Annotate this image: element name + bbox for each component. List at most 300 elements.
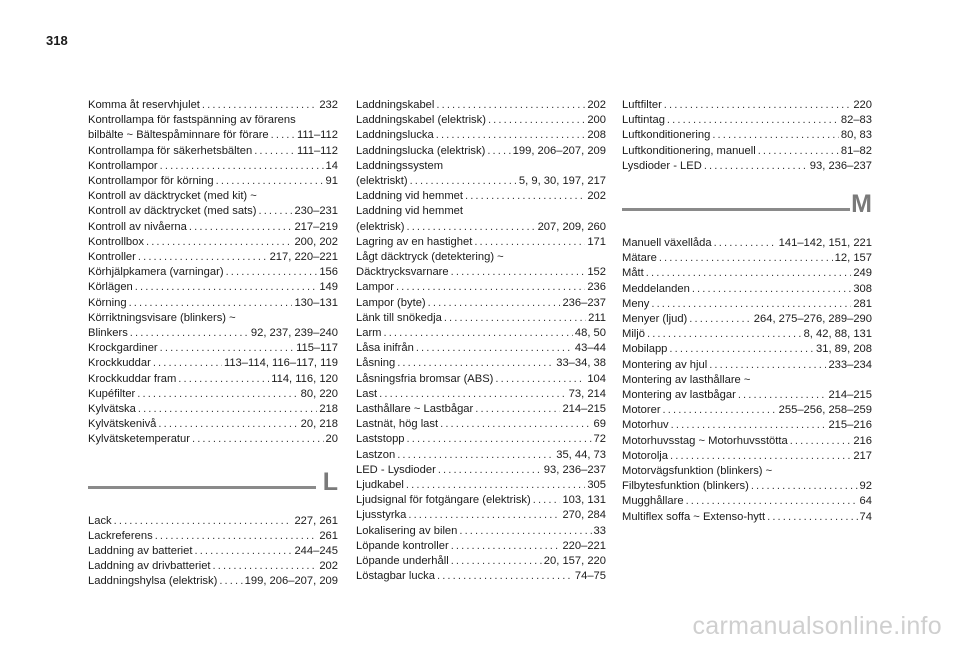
entry-term: Lysdioder - LED (622, 159, 702, 172)
entry-pages: 227, 261 (294, 514, 338, 527)
entry-pages: 64 (859, 495, 872, 508)
dot-leader (384, 326, 573, 341)
dot-leader (488, 113, 585, 128)
index-entry (356, 296, 606, 311)
index-entry (88, 144, 338, 159)
entry-term: Mobilapp (622, 343, 668, 356)
dot-leader (216, 174, 324, 189)
entry-term: Körriktningsvisare (blinkers) ~ (88, 311, 236, 324)
dot-leader (138, 250, 268, 265)
entry-pages: 270, 284 (562, 509, 606, 522)
dot-leader (646, 266, 852, 281)
entry-term: Körhjälpkamera (varningar) (88, 266, 224, 279)
index-entry (622, 373, 872, 388)
index-entry (356, 189, 606, 204)
dot-leader (219, 574, 242, 589)
index-entry (356, 387, 606, 402)
dot-leader (406, 478, 585, 493)
entry-term: Laddningskabel (elektrisk) (356, 114, 486, 127)
index-entry (622, 494, 872, 509)
index-entry (356, 478, 606, 493)
entry-term: Lagring av en hastighet (356, 235, 473, 248)
section-divider (622, 208, 850, 211)
index-entry (88, 402, 338, 417)
index-entry (88, 417, 338, 432)
dot-leader (129, 296, 293, 311)
section-divider (88, 486, 316, 489)
index-entry (356, 402, 606, 417)
entry-pages: 202 (587, 190, 606, 203)
index-entry (622, 327, 872, 342)
dot-leader (271, 128, 295, 143)
index-entry (88, 341, 338, 356)
index-entry (356, 98, 606, 113)
entry-term: Mugghållare (622, 495, 684, 508)
entry-term: Lampor (byte) (356, 296, 426, 309)
entry-pages: 200 (587, 114, 606, 127)
entry-term: Luftintag (622, 114, 665, 127)
index-entry (356, 554, 606, 569)
entry-pages: 20, 218 (300, 418, 338, 431)
entry-pages: 149 (319, 281, 338, 294)
dot-leader (686, 494, 858, 509)
index-entry (88, 235, 338, 250)
entry-pages: 115–117 (296, 342, 338, 355)
entry-term: Meny (622, 297, 650, 310)
index-entry (356, 326, 606, 341)
dot-leader (135, 280, 318, 295)
entry-term: Kontrollbox (88, 235, 144, 248)
entry-term: Laddning av drivbatteriet (88, 560, 211, 573)
entry-term: Ljudkabel (356, 479, 404, 492)
dot-leader (259, 204, 293, 219)
entry-pages: 5, 9, 30, 197, 217 (518, 175, 606, 188)
dot-leader (138, 402, 317, 417)
index-entry (356, 250, 606, 265)
entry-pages: 236 (587, 281, 606, 294)
page-number: 318 (46, 33, 68, 48)
entry-term: Montering av hjul (622, 358, 708, 371)
entry-term: Kontroll av däcktrycket (med sats) (88, 205, 257, 218)
entry-term: Låsningsfria bromsar (ABS) (356, 372, 494, 385)
index-entry (622, 113, 872, 128)
entry-term: Kontrollampor (88, 159, 158, 172)
entry-term: Motorer (622, 404, 661, 417)
dot-leader (130, 326, 249, 341)
entry-term: Luftkonditionering (622, 129, 711, 142)
index-entry (356, 493, 606, 508)
index-entry (88, 296, 338, 311)
entry-pages: 93, 236–237 (809, 159, 872, 172)
entry-term: Motorolja (622, 449, 669, 462)
index-entry (622, 449, 872, 464)
index-entry (622, 266, 872, 281)
index-entry (356, 128, 606, 143)
dot-leader (397, 356, 554, 371)
entry-term: Krockgardiner (88, 342, 158, 355)
entry-term: Lack (88, 514, 112, 527)
dot-leader (407, 432, 592, 447)
entry-pages: 74–75 (574, 570, 606, 583)
entry-term: Kontroll av nivåerna (88, 220, 187, 233)
index-column-1 (88, 98, 338, 590)
index-entry (622, 403, 872, 418)
dot-leader (137, 387, 298, 402)
entry-pages: 113–114, 116–117, 119 (223, 357, 338, 370)
entry-term: Komma åt reservhjulet (88, 99, 200, 111)
index-entry (88, 372, 338, 387)
index-entry (622, 282, 872, 297)
entry-term: Laddningssystem (356, 159, 444, 172)
index-entry (88, 559, 338, 574)
index-entry (622, 98, 872, 113)
index-entry (356, 341, 606, 356)
entry-pages: 308 (853, 282, 872, 295)
entry-term: Montering av lastbågar (622, 389, 736, 402)
entry-pages: 35, 44, 73 (556, 448, 606, 461)
entry-term: Motorvägsfunktion (blinkers) ~ (622, 465, 773, 478)
dot-leader (487, 144, 510, 159)
index-entry (356, 539, 606, 554)
entry-term: Mått (622, 267, 644, 280)
entry-term: Luftfilter (622, 99, 662, 111)
dot-leader (704, 159, 808, 174)
entry-pages: 281 (853, 297, 872, 310)
dot-leader (451, 539, 561, 554)
entry-term: (elektriskt) (356, 175, 408, 188)
entry-term: Ljusstyrka (356, 509, 407, 522)
entry-term: (elektrisk) (356, 220, 405, 233)
entry-term: Montering av lasthållare ~ (622, 373, 751, 386)
entry-pages: 249 (853, 267, 872, 280)
index-entry (622, 434, 872, 449)
index-entry (88, 113, 338, 128)
entry-term: Laddningslucka (356, 129, 434, 142)
entry-pages: 199, 206–207, 209 (244, 575, 338, 588)
dot-leader (495, 372, 585, 387)
entry-term: Lastzon (356, 448, 396, 461)
index-entry (88, 387, 338, 402)
dot-leader (416, 341, 573, 356)
entry-pages: 12, 157 (834, 252, 872, 265)
index-entry (356, 448, 606, 463)
entry-pages: 218 (319, 403, 338, 416)
entry-pages: 207, 209, 260 (537, 220, 606, 233)
index-entry (88, 250, 338, 265)
entry-pages: 232 (319, 99, 338, 111)
dot-leader (213, 559, 318, 574)
entry-pages: 8, 42, 88, 131 (803, 328, 872, 341)
entry-pages: 69 (593, 418, 606, 431)
dot-leader (647, 327, 802, 342)
index-entry (622, 297, 872, 312)
entry-term: Luftkonditionering, manuell (622, 144, 756, 157)
dot-leader (254, 144, 295, 159)
dot-leader (669, 342, 814, 357)
entry-term: Multiflex soffa ~ Extenso-hytt (622, 510, 766, 523)
index-entry (356, 265, 606, 280)
entry-term: Laddningshylsa (elektrisk) (88, 575, 218, 588)
entry-term: Lasthållare ~ Lastbågar (356, 403, 474, 416)
entry-pages: 215–216 (828, 419, 872, 432)
entry-pages: 217 (853, 449, 872, 462)
entry-term: Körlägen (88, 281, 133, 294)
dot-leader (451, 554, 542, 569)
entry-term: Laddning av batteriet (88, 545, 193, 558)
entry-pages: 214–215 (562, 403, 606, 416)
entry-term: Laddningslucka (elektrisk) (356, 144, 486, 157)
index-entry (622, 418, 872, 433)
entry-pages: 141–142, 151, 221 (778, 237, 872, 250)
dot-leader (158, 417, 298, 432)
dot-leader (790, 434, 852, 449)
dot-leader (659, 251, 833, 266)
dot-leader (408, 508, 560, 523)
index-entry (88, 432, 338, 447)
dot-leader (651, 297, 851, 312)
entry-pages: 261 (319, 529, 338, 542)
entry-term: Lastnät, hög last (356, 418, 439, 431)
dot-leader (738, 388, 827, 403)
section-letter: L (322, 467, 338, 496)
dot-leader (751, 479, 858, 494)
dot-leader (663, 403, 777, 418)
dot-leader (114, 514, 293, 529)
index-entry (356, 159, 606, 174)
entry-term: Mätare (622, 252, 657, 265)
entry-term: Blinkers (88, 327, 128, 340)
entry-pages: 233–234 (828, 358, 872, 371)
entry-term: Miljö (622, 328, 645, 341)
entry-term: Krockkuddar fram (88, 372, 177, 385)
entry-term: Låsning (356, 357, 396, 370)
index-entry (622, 342, 872, 357)
entry-term: Kontrollampa för säkerhetsbälten (88, 144, 253, 157)
index-entry (356, 235, 606, 250)
entry-term: Meddelanden (622, 282, 690, 295)
index-entry (88, 98, 338, 113)
entry-pages: 20, 157, 220 (543, 555, 606, 568)
dot-leader (444, 311, 586, 326)
entry-term: Laststopp (356, 433, 405, 446)
entry-term: Kylvätskenivå (88, 418, 157, 431)
index-entry (356, 569, 606, 584)
entry-pages: 156 (319, 266, 338, 279)
entry-term: Länk till snökedja (356, 311, 442, 324)
entry-term: Lågt däcktryck (detektering) ~ (356, 251, 504, 264)
dot-leader (475, 402, 560, 417)
entry-term: bilbälte ~ Bältespåminnare för förare (88, 129, 269, 142)
dot-leader (406, 220, 535, 235)
entry-pages: 202 (319, 560, 338, 573)
entry-pages: 91 (325, 175, 338, 188)
entry-term: Laddning vid hemmet (356, 190, 463, 203)
entry-pages: 111–112 (296, 144, 338, 157)
entry-pages: 152 (587, 266, 606, 279)
entry-pages: 80, 83 (840, 129, 872, 142)
entry-pages: 33–34, 38 (556, 357, 606, 370)
index-entry (356, 372, 606, 387)
entry-pages: 114, 116, 120 (271, 372, 338, 385)
entry-pages: 199, 206–207, 209 (512, 144, 606, 157)
entry-term: Löpande underhåll (356, 555, 449, 568)
dot-leader (465, 189, 585, 204)
entry-pages: 211 (588, 311, 606, 324)
entry-pages: 217–219 (294, 220, 338, 233)
entry-pages: 264, 275–276, 289–290 (753, 313, 872, 326)
entry-pages: 305 (587, 479, 606, 492)
entry-pages: 92, 237, 239–240 (250, 327, 338, 340)
dot-leader (146, 235, 292, 250)
dot-leader (474, 235, 585, 250)
index-entry (622, 236, 872, 251)
dot-leader (664, 98, 852, 113)
entry-term: Manuell växellåda (622, 237, 712, 250)
index-entry (356, 311, 606, 326)
dot-leader (714, 236, 777, 251)
entry-term: Lackreferens (88, 529, 153, 542)
index-entry (88, 174, 338, 189)
dot-leader (189, 220, 293, 235)
entry-term: Kontroller (88, 251, 136, 264)
dot-leader (428, 296, 561, 311)
index-column-2 (356, 98, 606, 585)
dot-leader (160, 159, 324, 174)
dot-leader (692, 282, 852, 297)
entry-pages: 244–245 (294, 545, 338, 558)
dot-leader (438, 463, 542, 478)
dot-leader (160, 341, 294, 356)
dot-leader (178, 372, 269, 387)
entry-pages: 103, 131 (562, 494, 606, 507)
entry-pages: 43–44 (574, 342, 606, 355)
entry-term: Filbytesfunktion (blinkers) (622, 480, 749, 493)
entry-term: Menyer (ljud) (622, 313, 688, 326)
dot-leader (436, 128, 586, 143)
dot-leader (155, 529, 318, 544)
index-entry (356, 417, 606, 432)
index-entry (88, 189, 338, 204)
entry-term: Körning (88, 296, 127, 309)
entry-pages: 92 (859, 480, 872, 493)
entry-pages: 33 (593, 524, 606, 537)
index-entry (356, 280, 606, 295)
entry-term: Kontroll av däcktrycket (med kit) ~ (88, 190, 257, 203)
entry-term: Kupéfilter (88, 387, 136, 400)
entry-pages: 217, 220–221 (269, 251, 338, 264)
index-entry (622, 128, 872, 143)
index-entry (88, 311, 338, 326)
entry-term: Kontrollampa för fastspänning av förarens (88, 114, 296, 127)
entry-term: Ljudsignal för fotgängare (elektrisk) (356, 494, 531, 507)
entry-pages: 220 (853, 99, 872, 111)
entry-term: LED - Lysdioder (356, 463, 436, 476)
entry-pages: 72 (593, 433, 606, 446)
index-entry (88, 326, 338, 341)
entry-pages: 130–131 (294, 296, 338, 309)
index-entry (622, 479, 872, 494)
index-entry (88, 204, 338, 219)
dot-leader (451, 265, 586, 280)
index-entry (356, 432, 606, 447)
index-entry (356, 144, 606, 159)
index-entry (356, 113, 606, 128)
entry-pages: 230–231 (294, 205, 338, 218)
dot-leader (671, 418, 827, 433)
index-entry (88, 529, 338, 544)
section-header-l (88, 467, 338, 510)
entry-pages: 111–112 (296, 129, 338, 142)
entry-pages: 20 (325, 433, 338, 446)
entry-term: Lokalisering av bilen (356, 524, 458, 537)
index-entry (88, 574, 338, 589)
entry-pages: 31, 89, 208 (816, 343, 872, 356)
entry-term: Kylvätska (88, 403, 136, 416)
entry-pages: 236–237 (562, 296, 606, 309)
entry-term: Laddning vid hemmet (356, 205, 463, 218)
entry-term: Kylvätsketemperatur (88, 433, 190, 446)
dot-leader (379, 387, 567, 402)
entry-term: Krockkuddar (88, 357, 151, 370)
section-letter: M (851, 190, 872, 219)
index-entry (88, 159, 338, 174)
dot-leader (440, 417, 591, 432)
section-header-m (622, 192, 872, 232)
entry-term: Däcktrycksvarnare (356, 266, 449, 279)
index-entry (622, 358, 872, 373)
entry-term: Last (356, 387, 378, 400)
index-entry (88, 514, 338, 529)
index-entry (88, 220, 338, 235)
dot-leader (709, 358, 826, 373)
entry-term: Motorhuvsstag ~ Motorhuvsstötta (622, 434, 788, 447)
dot-leader (153, 356, 222, 371)
entry-pages: 171 (587, 235, 606, 248)
entry-pages: 14 (325, 159, 338, 172)
watermark-text: carmanualsonline.info (692, 612, 942, 640)
index-entry (88, 265, 338, 280)
entry-pages: 93, 236–237 (543, 463, 606, 476)
entry-term: Motorhuv (622, 419, 669, 432)
dot-leader (410, 174, 517, 189)
index-entry (356, 220, 606, 235)
dot-leader (226, 265, 318, 280)
entry-pages: 202 (587, 99, 606, 111)
entry-term: Löpande kontroller (356, 539, 449, 552)
index-column-3 (622, 98, 872, 525)
index-entry (88, 356, 338, 371)
entry-pages: 74 (859, 510, 872, 523)
index-entry (356, 204, 606, 219)
entry-pages: 104 (587, 372, 606, 385)
dot-leader (436, 98, 585, 113)
index-entry (356, 174, 606, 189)
index-entry (622, 388, 872, 403)
index-entry (88, 280, 338, 295)
dot-leader (195, 544, 293, 559)
entry-pages: 255–256, 258–259 (778, 404, 872, 417)
index-entry (622, 510, 872, 525)
index-entry (622, 144, 872, 159)
dot-leader (437, 569, 573, 584)
entry-pages: 80, 220 (300, 387, 338, 400)
index-entry (88, 128, 338, 143)
entry-term: Lampor (356, 281, 394, 294)
index-entry (622, 464, 872, 479)
entry-pages: 200, 202 (294, 235, 338, 248)
entry-term: Laddningskabel (356, 99, 435, 111)
index-entry (622, 312, 872, 327)
